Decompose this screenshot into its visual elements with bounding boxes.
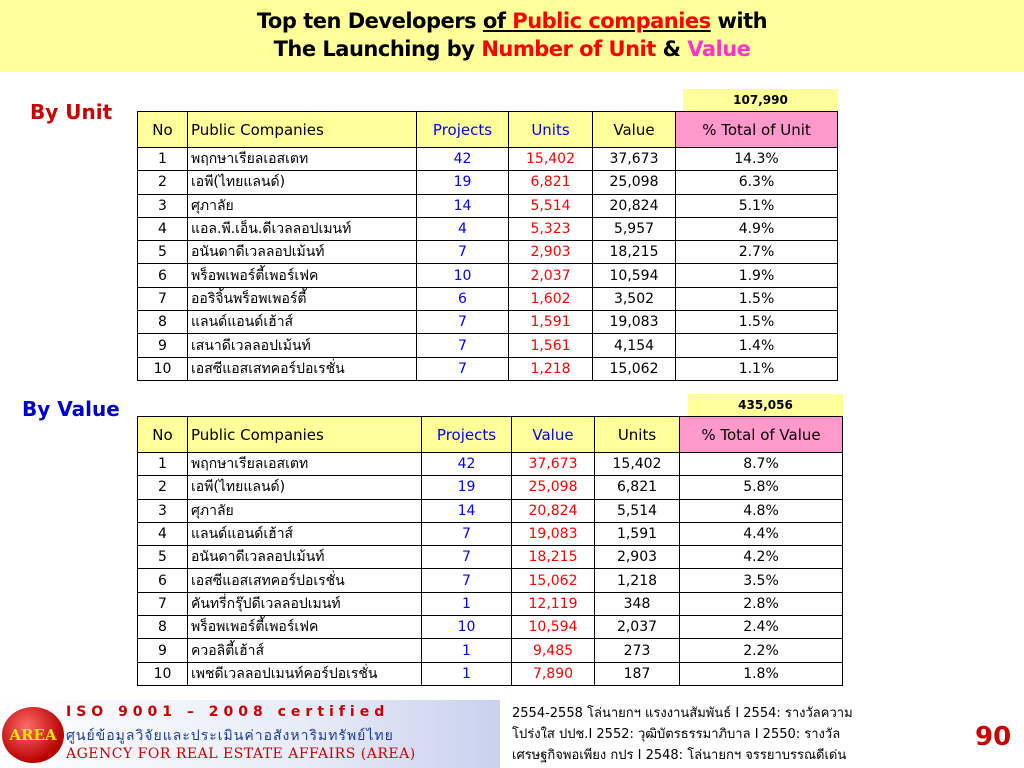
cell-pct: 1.5% <box>676 311 838 334</box>
cell-company: ควอลิตี้เฮ้าส์ <box>188 639 422 662</box>
cell-projects: 4 <box>417 217 509 240</box>
cell-company: เอพี(ไทยแลนด์) <box>188 476 422 499</box>
cell-units: 1,602 <box>509 287 593 310</box>
cell-units: 1,218 <box>595 569 680 592</box>
cell-company: เอสซีแอสเสทคอร์ปอเรชั่น <box>188 357 417 380</box>
cell-pct: 6.3% <box>676 171 838 194</box>
cell-pct: 1.4% <box>676 334 838 357</box>
cell-pct: 1.5% <box>676 287 838 310</box>
cell-units: 15,402 <box>595 453 680 476</box>
cell-value: 12,119 <box>512 592 595 615</box>
cell-company: พฤกษาเรียลเอสเตท <box>188 453 422 476</box>
cell-pct: 4.4% <box>680 522 843 545</box>
cell-projects: 42 <box>417 148 509 171</box>
by-unit-label: By Unit <box>30 100 113 124</box>
cell-projects: 7 <box>417 334 509 357</box>
cell-company: เพชดีเวลลอปเมนท์คอร์ปอเรชั่น <box>188 662 422 685</box>
thai-org-name: ศูนย์ข้อมูลวิจัยและประเมินค่าอสังหาริมทรัพย์ไทย <box>66 728 394 744</box>
cell-value: 15,062 <box>593 357 676 380</box>
awards-text <box>512 703 972 766</box>
cell-company: ศุภาลัย <box>188 499 422 522</box>
area-logo-icon: AREA <box>2 707 64 763</box>
cell-projects: 7 <box>417 311 509 334</box>
title-part: Value <box>687 37 751 61</box>
cell-pct: 4.8% <box>680 499 843 522</box>
cell-value: 4,154 <box>593 334 676 357</box>
title-part: with <box>710 9 768 33</box>
title-part: The Launching by <box>273 37 482 61</box>
cell-pct: 1.1% <box>676 357 838 380</box>
cell-projects: 19 <box>417 171 509 194</box>
col-header-projects: Projects <box>422 417 512 453</box>
cell-no: 4 <box>138 217 188 240</box>
cell-projects: 42 <box>422 453 512 476</box>
cell-projects: 19 <box>422 476 512 499</box>
cell-value: 7,890 <box>512 662 595 685</box>
table-row <box>138 287 838 310</box>
col-header-company: Public Companies <box>188 417 422 453</box>
cell-pct: 8.7% <box>680 453 843 476</box>
cell-value: 20,824 <box>512 499 595 522</box>
table-row <box>138 639 843 662</box>
cell-projects: 1 <box>422 639 512 662</box>
cell-no: 1 <box>138 148 188 171</box>
cell-pct: 1.9% <box>676 264 838 287</box>
cell-projects: 7 <box>417 241 509 264</box>
cell-company: อนันดาดีเวลลอปเม้นท์ <box>188 241 417 264</box>
cell-units: 6,821 <box>595 476 680 499</box>
title-part: of <box>482 9 513 33</box>
title-band <box>0 0 1024 72</box>
table-row <box>138 194 838 217</box>
title-part: Public companies <box>512 9 711 33</box>
cell-projects: 14 <box>422 499 512 522</box>
cell-units: 6,821 <box>509 171 593 194</box>
cell-projects: 6 <box>417 287 509 310</box>
cell-company: คันทรี่กรุ๊ปดีเวลลอปเมนท์ <box>188 592 422 615</box>
cell-pct: 3.5% <box>680 569 843 592</box>
col-header-units: Units <box>509 112 593 148</box>
cell-no: 8 <box>138 616 188 639</box>
table-row <box>138 522 843 545</box>
awards-line: โปร่งใส ปปช.I 2552: วุฒิบัตรธรรมาภิบาล I 2550: รางวัล <box>512 727 841 742</box>
table-row <box>138 662 843 685</box>
cell-no: 5 <box>138 546 188 569</box>
cell-projects: 1 <box>422 662 512 685</box>
cell-pct: 5.8% <box>680 476 843 499</box>
col-header-value: Value <box>593 112 676 148</box>
cell-value: 9,485 <box>512 639 595 662</box>
cell-company: พฤกษาเรียลเอสเตท <box>188 148 417 171</box>
cell-no: 5 <box>138 241 188 264</box>
cell-no: 6 <box>138 264 188 287</box>
table-row <box>138 546 843 569</box>
table-row <box>138 569 843 592</box>
cell-pct: 1.8% <box>680 662 843 685</box>
title-part: Number of Unit <box>481 37 656 61</box>
col-header-no: No <box>138 417 188 453</box>
col-header-units: Units <box>595 417 680 453</box>
cell-company: พร็อพเพอร์ตี้เพอร์เฟค <box>188 616 422 639</box>
table-row <box>138 592 843 615</box>
cell-company: อนันดาดีเวลลอปเม้นท์ <box>188 546 422 569</box>
cell-units: 1,591 <box>509 311 593 334</box>
cell-company: ออริจิ้นพร็อพเพอร์ตี้ <box>188 287 417 310</box>
title-part: & <box>655 37 688 61</box>
cell-value: 19,083 <box>512 522 595 545</box>
cell-no: 2 <box>138 171 188 194</box>
table-row <box>138 241 838 264</box>
col-header-pct-value: % Total of Value <box>680 417 843 453</box>
table-row <box>138 217 838 240</box>
cell-pct: 4.9% <box>676 217 838 240</box>
cell-no: 1 <box>138 453 188 476</box>
unit-total-box: 107,990 <box>683 89 838 111</box>
cell-no: 7 <box>138 287 188 310</box>
cell-no: 7 <box>138 592 188 615</box>
cell-no: 2 <box>138 476 188 499</box>
cell-no: 9 <box>138 639 188 662</box>
cell-no: 3 <box>138 194 188 217</box>
cell-value: 19,083 <box>593 311 676 334</box>
cell-value: 37,673 <box>512 453 595 476</box>
col-header-value: Value <box>512 417 595 453</box>
cell-units: 5,514 <box>595 499 680 522</box>
cell-company: แลนด์แอนด์เฮ้าส์ <box>188 311 417 334</box>
agency-name: AGENCY FOR REAL ESTATE AFFAIRS (AREA) <box>66 746 416 762</box>
table-row <box>138 499 843 522</box>
cell-value: 5,957 <box>593 217 676 240</box>
cell-projects: 14 <box>417 194 509 217</box>
cell-projects: 7 <box>417 357 509 380</box>
cell-value: 15,062 <box>512 569 595 592</box>
cell-units: 187 <box>595 662 680 685</box>
cell-value: 10,594 <box>512 616 595 639</box>
cell-projects: 10 <box>417 264 509 287</box>
cell-company: ศุภาลัย <box>188 194 417 217</box>
table-row <box>138 311 838 334</box>
cell-projects: 10 <box>422 616 512 639</box>
cell-pct: 5.1% <box>676 194 838 217</box>
col-header-company: Public Companies <box>188 112 417 148</box>
awards-line: 2554-2558 โล่นายกฯ แรงงานสัมพันธ์ I 2554: รางวัลความ <box>512 706 853 721</box>
title-line-1 <box>0 0 1024 35</box>
cell-units: 1,218 <box>509 357 593 380</box>
table-row <box>138 453 843 476</box>
cell-value: 18,215 <box>512 546 595 569</box>
cell-units: 5,323 <box>509 217 593 240</box>
by-value-table <box>137 416 843 686</box>
cell-pct: 2.8% <box>680 592 843 615</box>
cell-units: 1,591 <box>595 522 680 545</box>
cell-company: เอสซีแอสเสทคอร์ปอเรชั่น <box>188 569 422 592</box>
cell-no: 6 <box>138 569 188 592</box>
table-header-row <box>138 417 843 453</box>
cell-value: 37,673 <box>593 148 676 171</box>
cell-no: 10 <box>138 357 188 380</box>
cell-units: 2,037 <box>595 616 680 639</box>
cell-value: 18,215 <box>593 241 676 264</box>
col-header-projects: Projects <box>417 112 509 148</box>
cell-units: 348 <box>595 592 680 615</box>
cell-company: เสนาดีเวลลอปเม้นท์ <box>188 334 417 357</box>
value-total-box: 435,056 <box>688 394 843 416</box>
cell-projects: 7 <box>422 546 512 569</box>
cell-units: 2,903 <box>595 546 680 569</box>
cell-value: 10,594 <box>593 264 676 287</box>
table-row <box>138 148 838 171</box>
table-row <box>138 357 838 380</box>
cell-no: 3 <box>138 499 188 522</box>
cell-pct: 4.2% <box>680 546 843 569</box>
cell-units: 273 <box>595 639 680 662</box>
awards-line: เศรษฐกิจพอเพียง กปร I 2548: โล่นายกฯ จรรยาบรรณดีเด่น <box>512 748 847 763</box>
cell-value: 20,824 <box>593 194 676 217</box>
cell-company: พร็อพเพอร์ตี้เพอร์เฟค <box>188 264 417 287</box>
cell-units: 5,514 <box>509 194 593 217</box>
cell-value: 25,098 <box>512 476 595 499</box>
title-line-2 <box>0 35 1024 63</box>
cell-units: 2,037 <box>509 264 593 287</box>
table-row <box>138 171 838 194</box>
cell-pct: 14.3% <box>676 148 838 171</box>
table-row <box>138 616 843 639</box>
cell-no: 4 <box>138 522 188 545</box>
cell-projects: 7 <box>422 522 512 545</box>
cell-value: 25,098 <box>593 171 676 194</box>
col-header-no: No <box>138 112 188 148</box>
cell-company: แลนด์แอนด์เฮ้าส์ <box>188 522 422 545</box>
cell-units: 1,561 <box>509 334 593 357</box>
cell-no: 10 <box>138 662 188 685</box>
page-number: 90 <box>975 722 1012 752</box>
table-row <box>138 476 843 499</box>
cell-units: 15,402 <box>509 148 593 171</box>
by-value-label: By Value <box>22 397 120 421</box>
cell-pct: 2.2% <box>680 639 843 662</box>
cell-company: เอพี(ไทยแลนด์) <box>188 171 417 194</box>
iso-certified-text: ISO 9001 – 2008 certified <box>66 704 390 720</box>
cell-pct: 2.7% <box>676 241 838 264</box>
cell-projects: 1 <box>422 592 512 615</box>
cell-units: 2,903 <box>509 241 593 264</box>
cell-projects: 7 <box>422 569 512 592</box>
table-header-row <box>138 112 838 148</box>
table-row <box>138 334 838 357</box>
table-row <box>138 264 838 287</box>
col-header-pct-unit: % Total of Unit <box>676 112 838 148</box>
cell-value: 3,502 <box>593 287 676 310</box>
by-unit-table <box>137 111 838 381</box>
title-part: Top ten Developers <box>256 9 483 33</box>
cell-company: แอล.พี.เอ็น.ดีเวลลอปเมนท์ <box>188 217 417 240</box>
cell-no: 9 <box>138 334 188 357</box>
cell-no: 8 <box>138 311 188 334</box>
cell-pct: 2.4% <box>680 616 843 639</box>
